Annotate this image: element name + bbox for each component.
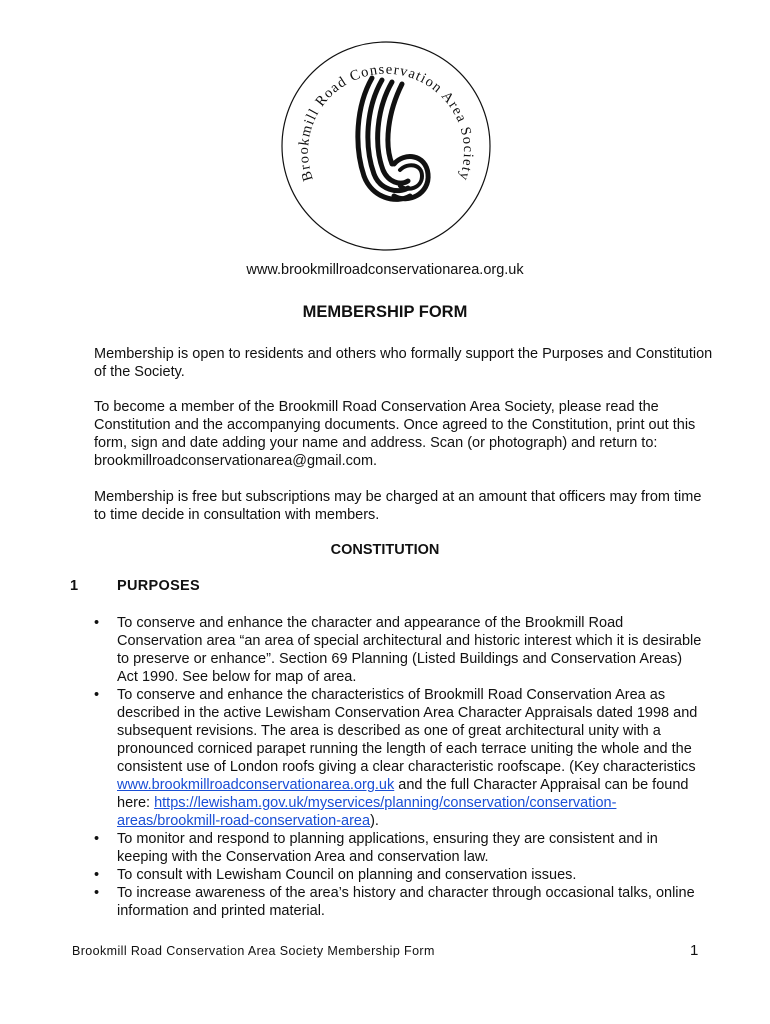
society-logo	[276, 36, 496, 256]
bullet-icon: •	[94, 831, 100, 847]
section-title-purposes: PURPOSES	[117, 578, 200, 594]
purpose-text-1: To conserve and enhance the character and appearance of the Brookmill Road Conservation area “an area of special architectural and historic interest which it is desirable to preserve or enhance”. Section 69 Planning (Listed Buildings and Conservation Areas) Act 1990. See below for map of area.	[117, 615, 702, 685]
society-website-link[interactable]: www.brookmillroadconservationarea.org.uk	[117, 777, 395, 793]
purpose-text-4: To consult with Lewisham Council on planning and conservation issues.	[117, 867, 577, 883]
bullet-icon: •	[94, 615, 100, 631]
purpose-text-2-end: ).	[370, 813, 379, 829]
website-url[interactable]: www.brookmillroadconservationarea.org.uk	[246, 262, 524, 278]
list-item	[94, 614, 704, 686]
purpose-text-2: To conserve and enhance the characteristics of Brookmill Road Conservation Area as described in the active Lewisham Conservation Area Character Appraisals dated 1998 and subsequent revisions. The area is described as one of great architectural unity with a pronounced corniced parapet running the length of each terrace uniting the whole and the consistent use of London roofs giving a clear characteristic roofscape. (Key characteristics	[117, 687, 698, 775]
purpose-text-5: To increase awareness of the area’s history and character through occasional talks, online information and printed material.	[117, 885, 695, 919]
list-item	[94, 830, 704, 866]
page-title: MEMBERSHIP FORM	[302, 303, 468, 321]
bullet-icon: •	[94, 867, 100, 883]
bullet-icon: •	[94, 885, 100, 901]
purposes-list	[94, 614, 704, 920]
intro-paragraph-instructions: To become a member of the Brookmill Road Conservation Area Society, please read the Constitution and the accompanying documents. Once agreed to the Constitution, print out this form, sign and date adding your name and address. Scan (or photograph) and return to: brookmillroadconservationarea@gmail.com.	[94, 399, 696, 469]
section-number: 1	[70, 578, 79, 594]
intro-paragraph-subscriptions: Membership is free but subscriptions may be charged at an amount that officers may from time to time decide in consultation with members.	[94, 489, 702, 523]
bullet-icon: •	[94, 687, 100, 703]
lewisham-appraisal-link[interactable]: https://lewisham.gov.uk/myservices/planning/conservation/conservation-areas/brookmill-road-conservation-area	[117, 795, 617, 829]
intro-paragraph-membership: Membership is open to residents and others who formally support the Purposes and Constitution of the Society.	[94, 346, 713, 380]
purpose-text-2-mid: and the full Character Appraisal can be found here:	[117, 777, 689, 811]
list-item	[94, 686, 704, 830]
purpose-text-3: To monitor and respond to planning applications, ensuring they are consistent and in keeping with the Conservation Area and conservation law.	[117, 831, 658, 865]
list-item	[94, 884, 704, 920]
logo-ring-text: Brookmill Road Conservation Area Society	[295, 61, 477, 184]
page-number: 1	[690, 942, 699, 959]
logo-emblem	[358, 78, 428, 199]
page-footer: Brookmill Road Conservation Area Society Membership Form	[72, 944, 435, 958]
constitution-heading: CONSTITUTION	[330, 542, 440, 558]
list-item	[94, 866, 704, 884]
